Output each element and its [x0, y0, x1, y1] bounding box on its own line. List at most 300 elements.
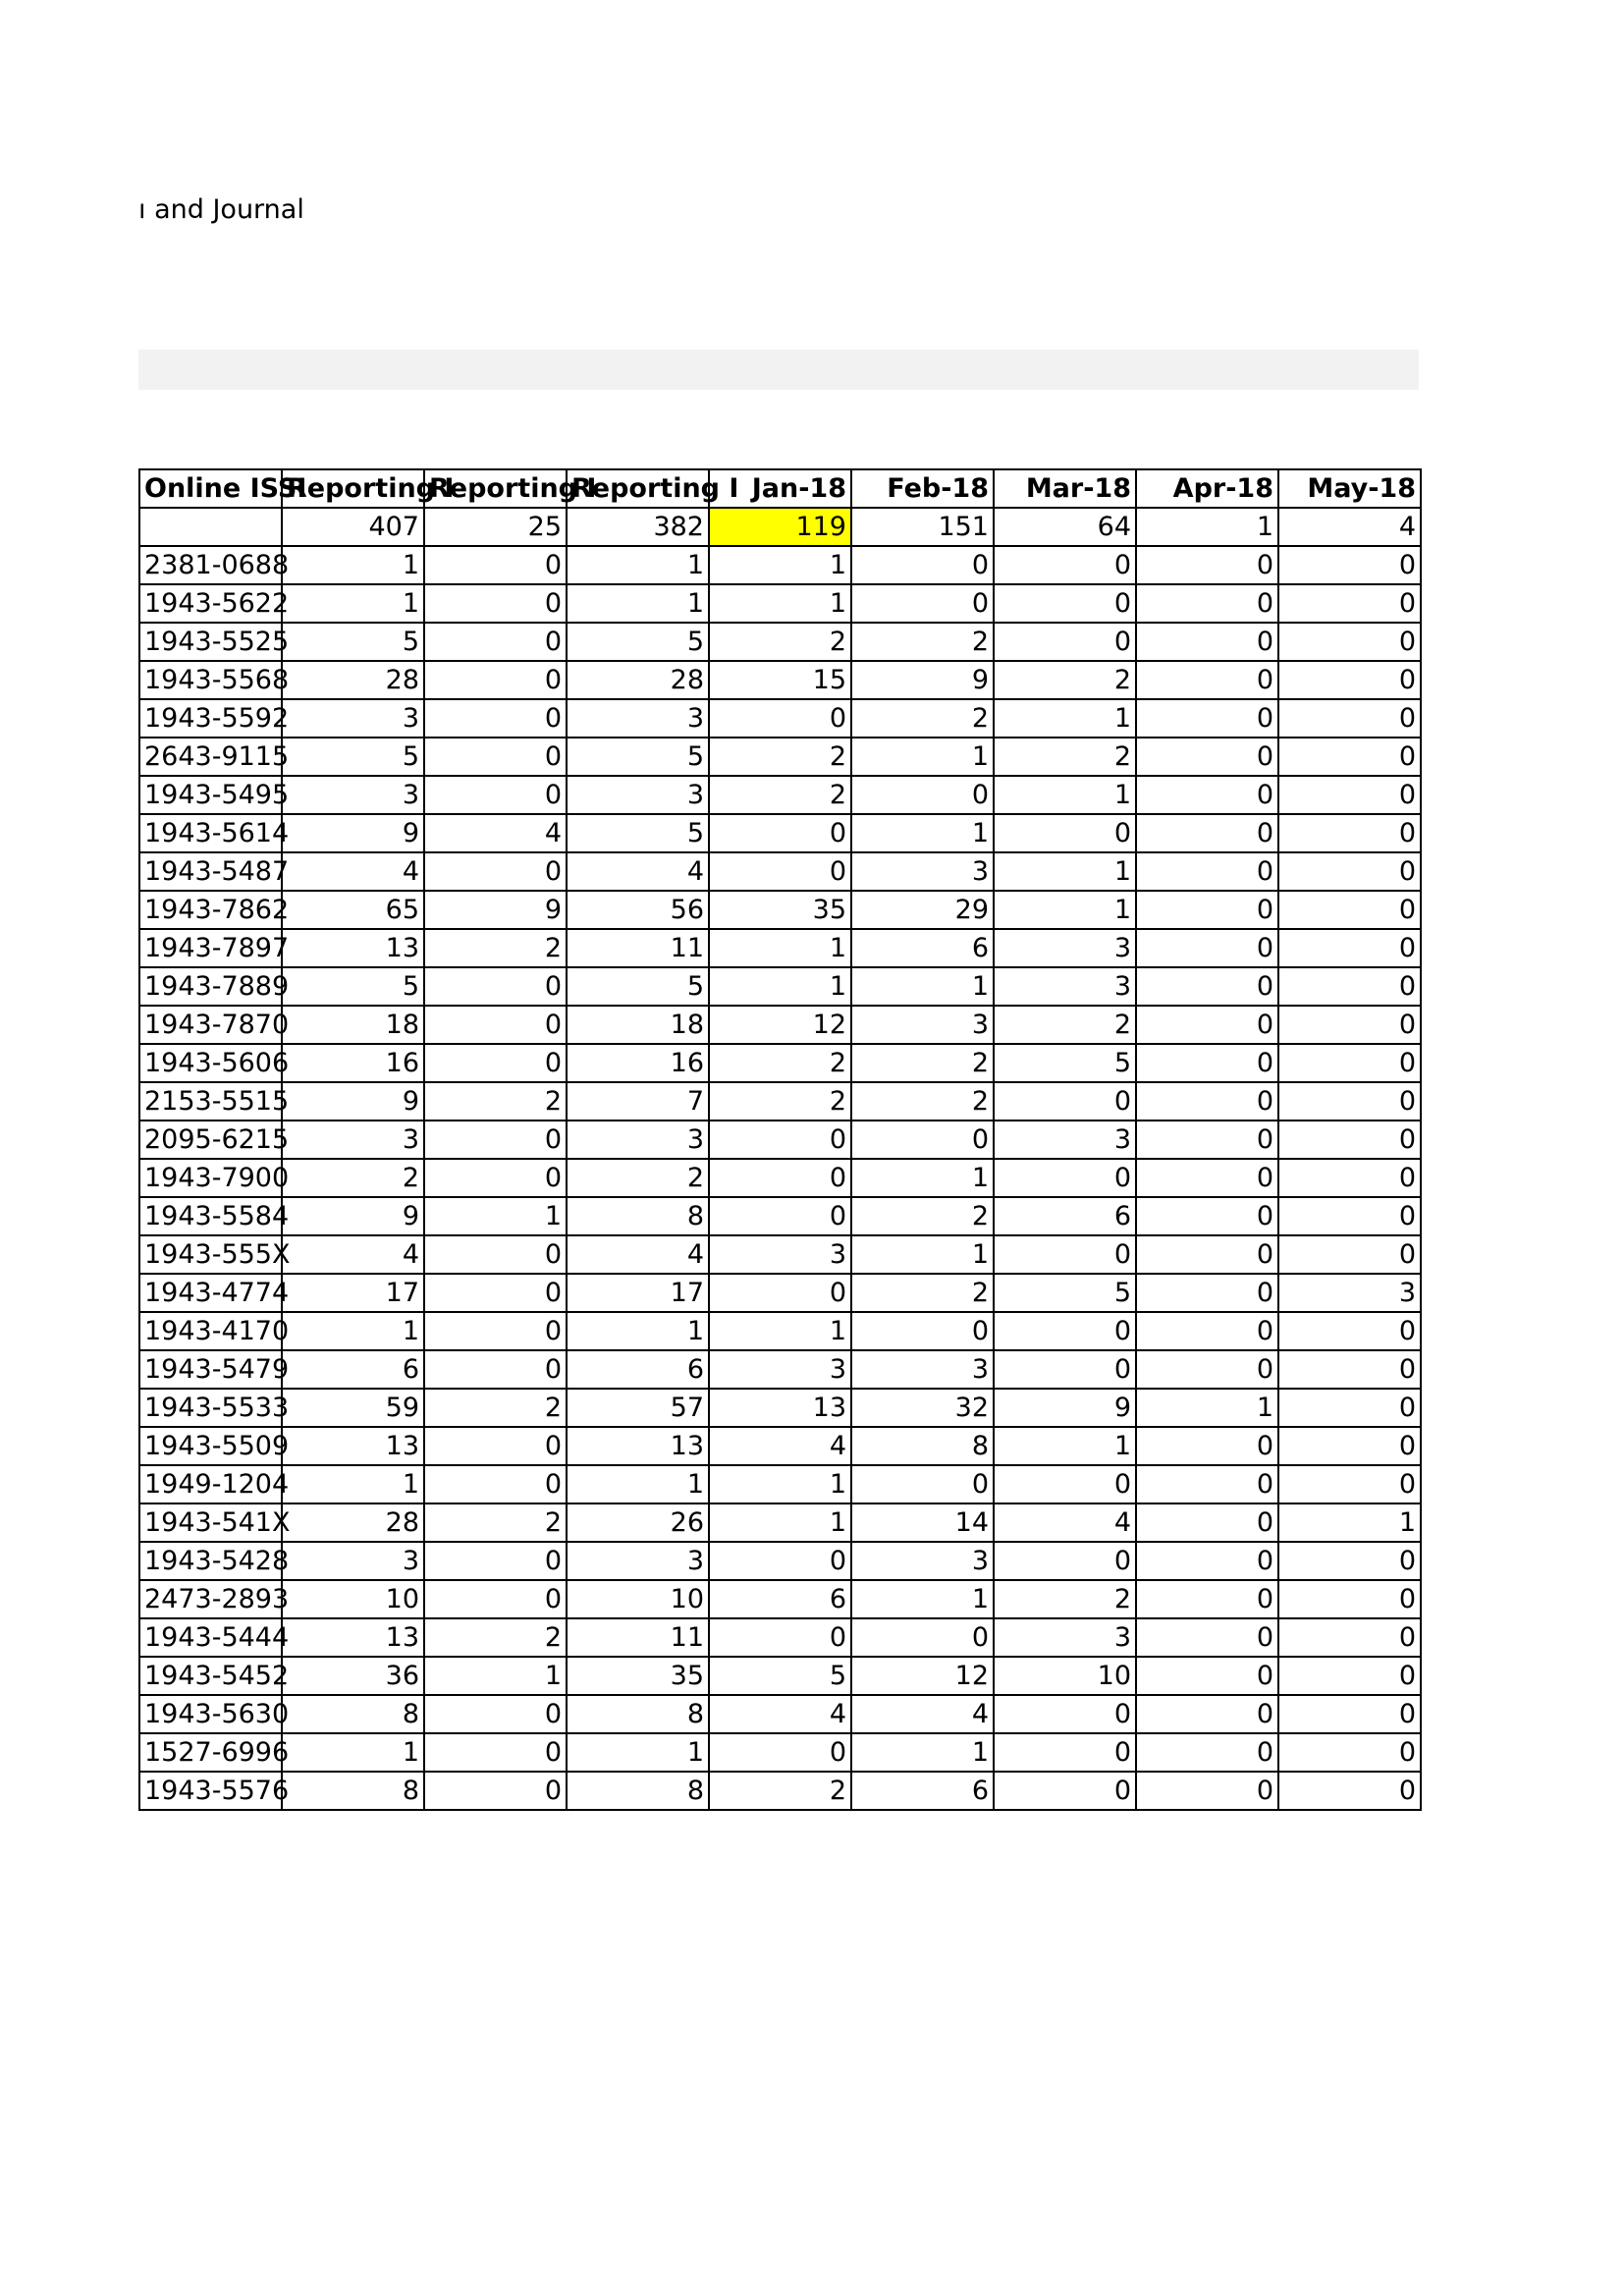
metric-cell: 59	[282, 1389, 424, 1427]
metric-cell: 3	[994, 929, 1136, 967]
table-row	[139, 1733, 1421, 1772]
metric-cell: 8	[282, 1695, 424, 1733]
issn-cell: 2095-6215	[139, 1121, 282, 1159]
table-row	[139, 1312, 1421, 1350]
metric-cell: 0	[1278, 1235, 1421, 1274]
metric-cell: 0	[1136, 929, 1278, 967]
metric-cell: 0	[1278, 1006, 1421, 1044]
metric-cell: 26	[567, 1503, 709, 1542]
metric-cell: 0	[1278, 852, 1421, 891]
metric-cell: 1	[851, 967, 994, 1006]
metric-cell: 2	[851, 1082, 994, 1121]
metric-cell: 2	[709, 776, 851, 814]
table-row	[139, 814, 1421, 852]
issn-cell: 1527-6996	[139, 1733, 282, 1772]
metric-cell: 0	[1278, 1082, 1421, 1121]
metric-cell: 3	[994, 1121, 1136, 1159]
metric-cell: 0	[709, 1733, 851, 1772]
total-cell: 4	[1278, 508, 1421, 546]
table-body	[139, 508, 1421, 1810]
table-row	[139, 546, 1421, 584]
total-cell: 25	[424, 508, 567, 546]
metric-cell: 1	[567, 584, 709, 623]
metric-cell: 0	[1136, 1312, 1278, 1350]
total-cell: 64	[994, 508, 1136, 546]
metric-cell: 0	[1136, 546, 1278, 584]
metric-cell: 0	[1136, 1427, 1278, 1465]
metric-cell: 5	[567, 623, 709, 661]
issn-cell: 1943-7900	[139, 1159, 282, 1197]
metric-cell: 0	[424, 623, 567, 661]
metric-cell: 0	[1136, 1006, 1278, 1044]
metric-cell: 1	[567, 546, 709, 584]
metric-cell: 0	[851, 1121, 994, 1159]
table-row	[139, 929, 1421, 967]
metric-cell: 0	[1136, 1580, 1278, 1618]
metric-cell: 9	[424, 891, 567, 929]
issn-cell: 1943-5568	[139, 661, 282, 699]
metric-cell: 3	[282, 1542, 424, 1580]
metric-cell: 0	[709, 1618, 851, 1657]
table-header-row	[139, 469, 1421, 508]
metric-cell: 3	[851, 1350, 994, 1389]
metric-cell: 0	[1278, 584, 1421, 623]
table-row	[139, 1657, 1421, 1695]
metric-cell: 2	[851, 699, 994, 738]
metric-cell: 0	[709, 1121, 851, 1159]
metric-cell: 0	[424, 1235, 567, 1274]
metric-cell: 13	[709, 1389, 851, 1427]
metric-cell: 0	[1136, 776, 1278, 814]
metric-cell: 0	[709, 699, 851, 738]
issn-cell: 1943-7897	[139, 929, 282, 967]
metric-cell: 6	[282, 1350, 424, 1389]
issn-cell: 1943-555X	[139, 1235, 282, 1274]
metric-cell: 0	[1136, 1618, 1278, 1657]
metric-cell: 0	[1278, 1389, 1421, 1427]
metric-cell: 0	[1136, 1542, 1278, 1580]
metric-cell: 0	[994, 1542, 1136, 1580]
metric-cell: 0	[1278, 1427, 1421, 1465]
metric-cell: 0	[851, 776, 994, 814]
metric-cell: 1	[567, 1465, 709, 1503]
metric-cell: 35	[567, 1657, 709, 1695]
metric-cell: 4	[994, 1503, 1136, 1542]
metric-cell: 2	[994, 1006, 1136, 1044]
metric-cell: 13	[282, 1427, 424, 1465]
metric-cell: 3	[567, 776, 709, 814]
metric-cell: 57	[567, 1389, 709, 1427]
metric-cell: 0	[424, 1542, 567, 1580]
column-header: Mar-18	[994, 469, 1136, 508]
metric-cell: 1	[994, 1427, 1136, 1465]
metric-cell: 1	[567, 1733, 709, 1772]
metric-cell: 9	[282, 814, 424, 852]
metric-cell: 0	[424, 1465, 567, 1503]
metric-cell: 8	[851, 1427, 994, 1465]
metric-cell: 5	[282, 967, 424, 1006]
header-band	[138, 350, 1419, 390]
metric-cell: 2	[424, 1503, 567, 1542]
metric-cell: 8	[567, 1197, 709, 1235]
metric-cell: 1	[709, 584, 851, 623]
column-header: Reporting I	[424, 469, 567, 508]
metric-cell: 3	[567, 1542, 709, 1580]
metric-cell: 0	[994, 1312, 1136, 1350]
metric-cell: 12	[851, 1657, 994, 1695]
issn-cell: 1943-7862	[139, 891, 282, 929]
table-row	[139, 1503, 1421, 1542]
column-header: Online ISSI	[139, 469, 282, 508]
column-header: Reporting I	[282, 469, 424, 508]
metric-cell: 2	[994, 1580, 1136, 1618]
metric-cell: 0	[709, 1274, 851, 1312]
metric-cell: 0	[424, 967, 567, 1006]
metric-cell: 8	[567, 1772, 709, 1810]
metric-cell: 3	[851, 1542, 994, 1580]
metric-cell: 15	[709, 661, 851, 699]
metric-cell: 1	[709, 1465, 851, 1503]
metric-cell: 0	[1278, 1197, 1421, 1235]
metric-cell: 4	[709, 1695, 851, 1733]
table-row	[139, 623, 1421, 661]
table-row	[139, 1618, 1421, 1657]
metric-cell: 13	[282, 929, 424, 967]
metric-cell: 0	[1136, 1159, 1278, 1197]
metric-cell: 0	[424, 1121, 567, 1159]
metric-cell: 1	[1278, 1503, 1421, 1542]
metric-cell: 13	[567, 1427, 709, 1465]
metric-cell: 0	[424, 661, 567, 699]
metric-cell: 0	[424, 1772, 567, 1810]
metric-cell: 1	[994, 852, 1136, 891]
metric-cell: 16	[567, 1044, 709, 1082]
metric-cell: 1	[994, 776, 1136, 814]
column-header: Feb-18	[851, 469, 994, 508]
metric-cell: 6	[851, 1772, 994, 1810]
metric-cell: 0	[994, 1350, 1136, 1389]
metric-cell: 2	[709, 1772, 851, 1810]
metric-cell: 0	[1136, 1733, 1278, 1772]
table-row	[139, 891, 1421, 929]
metric-cell: 5	[567, 967, 709, 1006]
metric-cell: 0	[1278, 546, 1421, 584]
metric-cell: 11	[567, 929, 709, 967]
metric-cell: 6	[567, 1350, 709, 1389]
table-row	[139, 1580, 1421, 1618]
metric-cell: 2	[851, 623, 994, 661]
metric-cell: 10	[994, 1657, 1136, 1695]
metric-cell: 28	[282, 1503, 424, 1542]
metric-cell: 0	[851, 1465, 994, 1503]
highlighted-total-cell: 119	[709, 508, 851, 546]
issn-cell: 1943-541X	[139, 1503, 282, 1542]
metric-cell: 1	[282, 584, 424, 623]
metric-cell: 0	[994, 1465, 1136, 1503]
metric-cell: 0	[994, 623, 1136, 661]
metric-cell: 0	[1278, 1465, 1421, 1503]
total-cell: 1	[1136, 508, 1278, 546]
column-header: Apr-18	[1136, 469, 1278, 508]
table-row	[139, 1197, 1421, 1235]
metric-cell: 2	[994, 661, 1136, 699]
metric-cell: 0	[1278, 1350, 1421, 1389]
issn-cell: 1943-5592	[139, 699, 282, 738]
issn-cell: 1943-4774	[139, 1274, 282, 1312]
metric-cell: 5	[994, 1274, 1136, 1312]
metric-cell: 5	[282, 623, 424, 661]
metric-cell: 2	[851, 1274, 994, 1312]
metric-cell: 0	[424, 1350, 567, 1389]
metric-cell: 0	[709, 1197, 851, 1235]
metric-cell: 0	[1278, 1542, 1421, 1580]
table-row	[139, 1159, 1421, 1197]
metric-cell: 28	[567, 661, 709, 699]
metric-cell: 0	[1278, 1159, 1421, 1197]
table-row	[139, 776, 1421, 814]
metric-cell: 0	[1278, 699, 1421, 738]
total-cell	[139, 508, 282, 546]
metric-cell: 0	[424, 1159, 567, 1197]
metric-cell: 0	[1278, 814, 1421, 852]
metric-cell: 5	[709, 1657, 851, 1695]
metric-cell: 0	[1278, 929, 1421, 967]
metric-cell: 0	[1136, 1503, 1278, 1542]
metric-cell: 9	[282, 1082, 424, 1121]
metric-cell: 1	[709, 546, 851, 584]
issn-cell: 1943-5487	[139, 852, 282, 891]
metric-cell: 0	[851, 1312, 994, 1350]
table-row	[139, 1006, 1421, 1044]
metric-cell: 0	[709, 1159, 851, 1197]
metric-cell: 5	[994, 1044, 1136, 1082]
metric-cell: 1	[709, 929, 851, 967]
issn-cell: 1943-5444	[139, 1618, 282, 1657]
metric-cell: 2	[282, 1159, 424, 1197]
table-row	[139, 1350, 1421, 1389]
metric-cell: 0	[994, 1235, 1136, 1274]
table-row	[139, 852, 1421, 891]
metric-cell: 7	[567, 1082, 709, 1121]
metric-cell: 0	[1136, 1274, 1278, 1312]
metric-cell: 6	[994, 1197, 1136, 1235]
issn-cell: 2381-0688	[139, 546, 282, 584]
metric-cell: 4	[282, 852, 424, 891]
metric-cell: 0	[709, 1542, 851, 1580]
metric-cell: 0	[1136, 1772, 1278, 1810]
metric-cell: 3	[709, 1235, 851, 1274]
table-row	[139, 1044, 1421, 1082]
metric-cell: 3	[567, 1121, 709, 1159]
issn-cell: 1943-7889	[139, 967, 282, 1006]
column-header: Jan-18	[709, 469, 851, 508]
usage-table	[138, 468, 1422, 1811]
metric-cell: 4	[424, 814, 567, 852]
metric-cell: 3	[1278, 1274, 1421, 1312]
metric-cell: 9	[994, 1389, 1136, 1427]
report-subtitle: ı and Journal	[138, 194, 304, 225]
metric-cell: 0	[1136, 1235, 1278, 1274]
metric-cell: 3	[994, 1618, 1136, 1657]
metric-cell: 0	[1136, 1695, 1278, 1733]
metric-cell: 1	[282, 546, 424, 584]
metric-cell: 2	[709, 623, 851, 661]
metric-cell: 1	[851, 1235, 994, 1274]
metric-cell: 0	[1278, 1657, 1421, 1695]
metric-cell: 3	[567, 699, 709, 738]
metric-cell: 4	[567, 852, 709, 891]
metric-cell: 0	[424, 1312, 567, 1350]
metric-cell: 0	[1278, 776, 1421, 814]
metric-cell: 9	[282, 1197, 424, 1235]
metric-cell: 2	[709, 1044, 851, 1082]
table-row	[139, 699, 1421, 738]
metric-cell: 0	[1278, 1618, 1421, 1657]
metric-cell: 2	[709, 1082, 851, 1121]
metric-cell: 0	[994, 1695, 1136, 1733]
metric-cell: 0	[424, 1695, 567, 1733]
issn-cell: 1943-5630	[139, 1695, 282, 1733]
metric-cell: 3	[282, 1121, 424, 1159]
metric-cell: 5	[567, 814, 709, 852]
metric-cell: 0	[1136, 699, 1278, 738]
issn-cell: 1943-5525	[139, 623, 282, 661]
metric-cell: 2	[424, 929, 567, 967]
metric-cell: 0	[709, 852, 851, 891]
table-row	[139, 1121, 1421, 1159]
metric-cell: 2	[424, 1389, 567, 1427]
issn-cell: 1943-5614	[139, 814, 282, 852]
metric-cell: 0	[1136, 1044, 1278, 1082]
metric-cell: 8	[282, 1772, 424, 1810]
total-cell: 382	[567, 508, 709, 546]
issn-cell: 1943-5509	[139, 1427, 282, 1465]
issn-cell: 1943-5606	[139, 1044, 282, 1082]
table-row	[139, 661, 1421, 699]
metric-cell: 1	[567, 1312, 709, 1350]
metric-cell: 36	[282, 1657, 424, 1695]
metric-cell: 0	[1136, 1350, 1278, 1389]
metric-cell: 12	[709, 1006, 851, 1044]
issn-cell: 1943-5576	[139, 1772, 282, 1810]
metric-cell: 0	[1136, 738, 1278, 776]
table-row	[139, 1082, 1421, 1121]
metric-cell: 0	[994, 1733, 1136, 1772]
metric-cell: 0	[1278, 623, 1421, 661]
metric-cell: 65	[282, 891, 424, 929]
total-cell: 407	[282, 508, 424, 546]
metric-cell: 29	[851, 891, 994, 929]
metric-cell: 3	[709, 1350, 851, 1389]
issn-cell: 1943-7870	[139, 1006, 282, 1044]
metric-cell: 0	[1136, 623, 1278, 661]
table-row	[139, 1427, 1421, 1465]
table-row	[139, 1695, 1421, 1733]
metric-cell: 0	[994, 1159, 1136, 1197]
metric-cell: 1	[994, 891, 1136, 929]
metric-cell: 1	[709, 1503, 851, 1542]
metric-cell: 5	[282, 738, 424, 776]
metric-cell: 0	[851, 546, 994, 584]
metric-cell: 1	[851, 1159, 994, 1197]
metric-cell: 0	[994, 546, 1136, 584]
metric-cell: 3	[282, 699, 424, 738]
metric-cell: 1	[851, 1580, 994, 1618]
table-row	[139, 1772, 1421, 1810]
metric-cell: 3	[994, 967, 1136, 1006]
metric-cell: 0	[851, 584, 994, 623]
metric-cell: 0	[424, 699, 567, 738]
metric-cell: 56	[567, 891, 709, 929]
metric-cell: 32	[851, 1389, 994, 1427]
metric-cell: 17	[282, 1274, 424, 1312]
metric-cell: 1	[282, 1465, 424, 1503]
issn-cell: 1943-5584	[139, 1197, 282, 1235]
metric-cell: 0	[1278, 1580, 1421, 1618]
metric-cell: 0	[1278, 891, 1421, 929]
metric-cell: 2	[709, 738, 851, 776]
metric-cell: 0	[1136, 1121, 1278, 1159]
metric-cell: 0	[1136, 1082, 1278, 1121]
metric-cell: 0	[994, 584, 1136, 623]
metric-cell: 0	[1278, 1772, 1421, 1810]
metric-cell: 0	[1136, 584, 1278, 623]
metric-cell: 0	[424, 738, 567, 776]
metric-cell: 0	[1136, 891, 1278, 929]
metric-cell: 0	[424, 1006, 567, 1044]
metric-cell: 8	[567, 1695, 709, 1733]
metric-cell: 0	[1278, 1312, 1421, 1350]
table-row	[139, 738, 1421, 776]
metric-cell: 18	[567, 1006, 709, 1044]
metric-cell: 1	[709, 1312, 851, 1350]
metric-cell: 0	[1136, 814, 1278, 852]
metric-cell: 2	[994, 738, 1136, 776]
metric-cell: 0	[424, 1580, 567, 1618]
metric-cell: 4	[709, 1427, 851, 1465]
metric-cell: 1	[424, 1197, 567, 1235]
issn-cell: 1943-4170	[139, 1312, 282, 1350]
metric-cell: 0	[851, 1618, 994, 1657]
metric-cell: 0	[424, 1427, 567, 1465]
metric-cell: 0	[1136, 967, 1278, 1006]
metric-cell: 13	[282, 1618, 424, 1657]
metric-cell: 14	[851, 1503, 994, 1542]
metric-cell: 2	[424, 1082, 567, 1121]
metric-cell: 28	[282, 661, 424, 699]
metric-cell: 1	[994, 699, 1136, 738]
table-row	[139, 1235, 1421, 1274]
metric-cell: 0	[424, 1733, 567, 1772]
table-row	[139, 584, 1421, 623]
metric-cell: 1	[709, 967, 851, 1006]
metric-cell: 0	[1278, 661, 1421, 699]
metric-cell: 0	[1278, 1121, 1421, 1159]
metric-cell: 3	[851, 1006, 994, 1044]
metric-cell: 0	[424, 584, 567, 623]
metric-cell: 0	[424, 852, 567, 891]
metric-cell: 1	[424, 1657, 567, 1695]
issn-cell: 2153-5515	[139, 1082, 282, 1121]
issn-cell: 1943-5452	[139, 1657, 282, 1695]
metric-cell: 18	[282, 1006, 424, 1044]
metric-cell: 11	[567, 1618, 709, 1657]
metric-cell: 1	[1136, 1389, 1278, 1427]
metric-cell: 6	[709, 1580, 851, 1618]
issn-cell: 1943-5495	[139, 776, 282, 814]
metric-cell: 9	[851, 661, 994, 699]
metric-cell: 0	[994, 814, 1136, 852]
